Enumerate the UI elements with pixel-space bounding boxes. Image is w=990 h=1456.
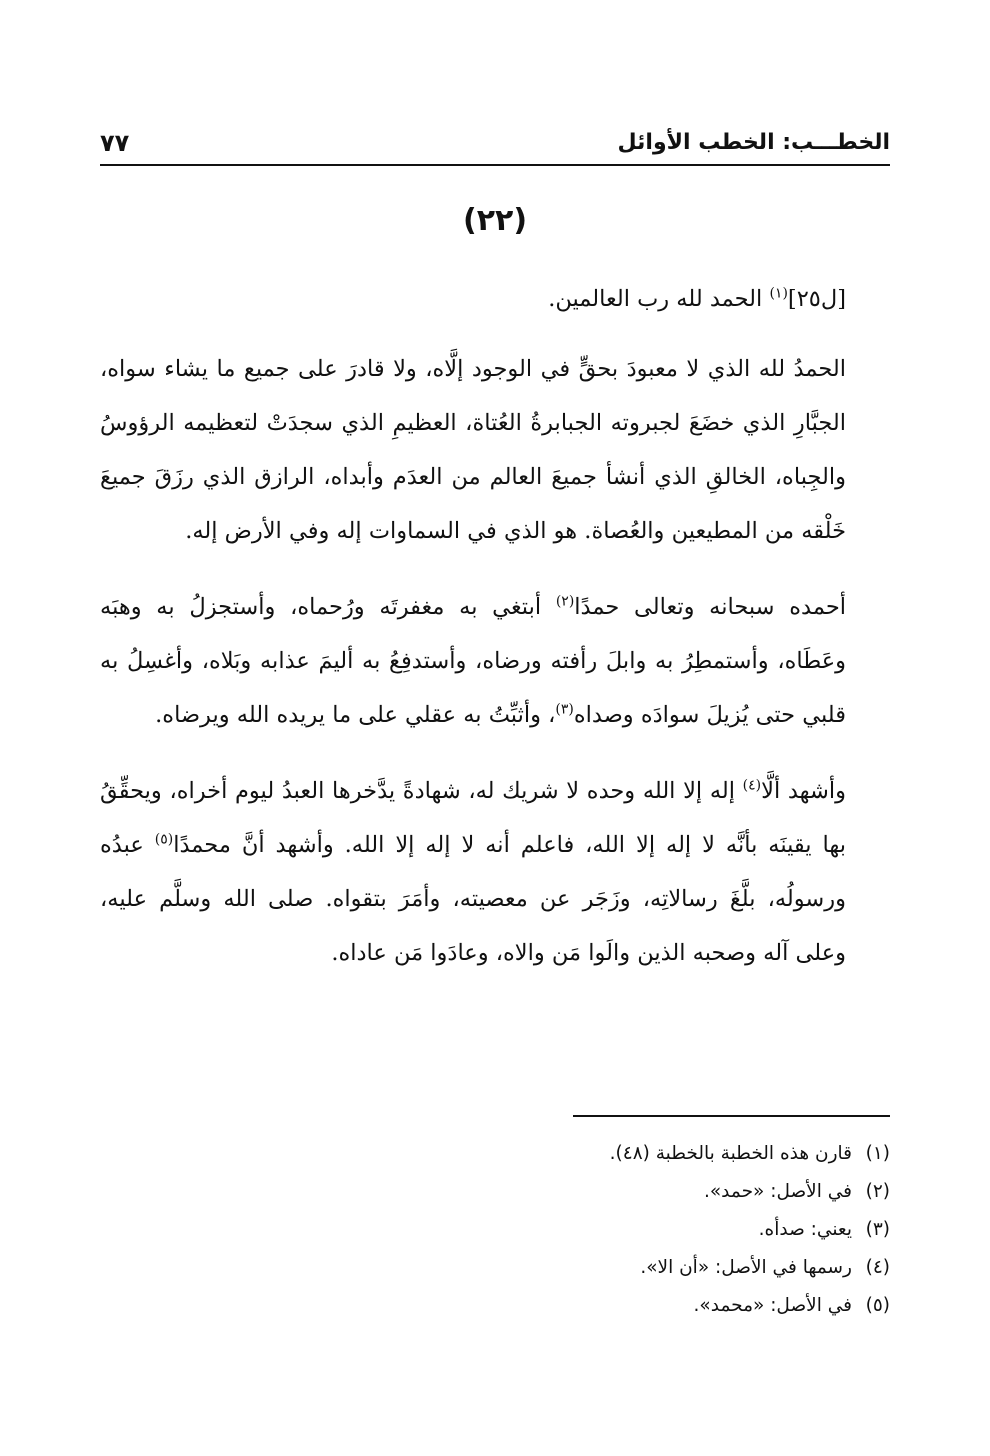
footnote-number: (٤) [865, 1257, 890, 1278]
footnote-text: رسمها في الأصل: «أن الا». [640, 1257, 852, 1278]
paragraph-4 [100, 764, 890, 980]
paragraph-3-text-b: أبتغي به مغفرتَه ورُحماه، وأستجزلُ به وهبَه وعَطَاه، وأستمطِرُ به وابلَ رأفته ورضاه، وأستدفِعُ به أليمَ عذابه وبَلاه، وأغسِلُ به قلبي حتى يُزيلَ سوادَه وصداه [100, 594, 846, 728]
footnote-ref-4: (٤) [742, 777, 762, 794]
footnote-number: (١) [865, 1143, 890, 1164]
footnote-text: في الأصل: «حمد». [703, 1181, 852, 1202]
paragraph-3-text-a: أحمده سبحانه وتعالى حمدًا [574, 594, 846, 620]
footnote-number: (٥) [865, 1295, 890, 1316]
footnote-ref-5: (٥) [154, 831, 174, 848]
footnote-ref-3: (٣) [555, 701, 574, 718]
footnote-number: (٣) [865, 1219, 890, 1240]
paragraph-4-text-c: عبدُه ورسولُه، بلَّغَ رسالاتِه، وزَجَر عن معصيته، وأمَرَ بتقواه. صلى الله وسلَّم عليه، وعلى آله وصحبه الذين والَوا مَن والاه، وعادَوا مَن عاداه. [100, 832, 846, 966]
footnote-4 [100, 1249, 890, 1287]
header-rule [100, 164, 890, 166]
footnote-2 [100, 1173, 890, 1211]
footnote-1 [100, 1135, 890, 1173]
paragraph-3 [100, 580, 890, 742]
paragraph-2: الحمدُ لله الذي لا معبودَ بحقٍّ في الوجود إلَّاه، ولا قادرَ على جميع ما يشاء سواه، الجبَّارِ الذي خضَعَ لجبروته الجبابرةُ العُتاة، العظيمِ الذي سجدَتْ لتعظيمه الرؤوسُ والجِباه، الخالقِ الذي أنشأ جميعَ العالم من العدَم وأبداه، الرازق الذي رزَقَ جميعَ خَلْقه من المطيعين والعُصاة. هو الذي في السماوات إله وفي الأرض إله. [100, 356, 846, 544]
footnote-ref-2: (٢) [555, 593, 575, 610]
footnote-5 [100, 1287, 890, 1325]
footnotes [100, 1135, 890, 1325]
paragraph-3-text-c: ، وأثبِّتُ به عقلي على ما يريده الله ويرضاه. [155, 702, 556, 728]
paragraph-4-text-a: وأشهد ألَّا [761, 778, 846, 804]
footnote-text: في الأصل: «محمد». [693, 1295, 852, 1316]
page-header [100, 126, 890, 166]
running-title: الخطـــب: الخطب الأوائل [617, 130, 890, 155]
paragraph-1 [100, 272, 890, 326]
page-number: ٧٧ [100, 129, 130, 157]
manuscript-folio-marker: [ل٢٥] [787, 286, 846, 312]
paragraph-1-text: الحمد لله رب العالمين. [548, 286, 770, 312]
footnote-ref-1: (١) [769, 285, 788, 302]
footnote-3 [100, 1211, 890, 1249]
footnote-text: قارن هذه الخطبة بالخطبة (٤٨). [609, 1143, 852, 1164]
body-text [100, 272, 890, 1002]
footnote-separator [573, 1115, 890, 1117]
footnote-text: يعني: صدأه. [758, 1219, 852, 1240]
paragraph-4-text-b: إله إلا الله وحده لا شريك له، شهادةً يدَّخرها العبدُ ليوم أخراه، ويحقِّقُ بها يقينَه بأنَّه لا إله إلا الله، فاعلم أنه لا إله إلا الله. وأشهد أنَّ محمدًا [100, 778, 846, 858]
footnote-number: (٢) [865, 1181, 890, 1202]
section-number: (٢٢) [462, 203, 528, 238]
